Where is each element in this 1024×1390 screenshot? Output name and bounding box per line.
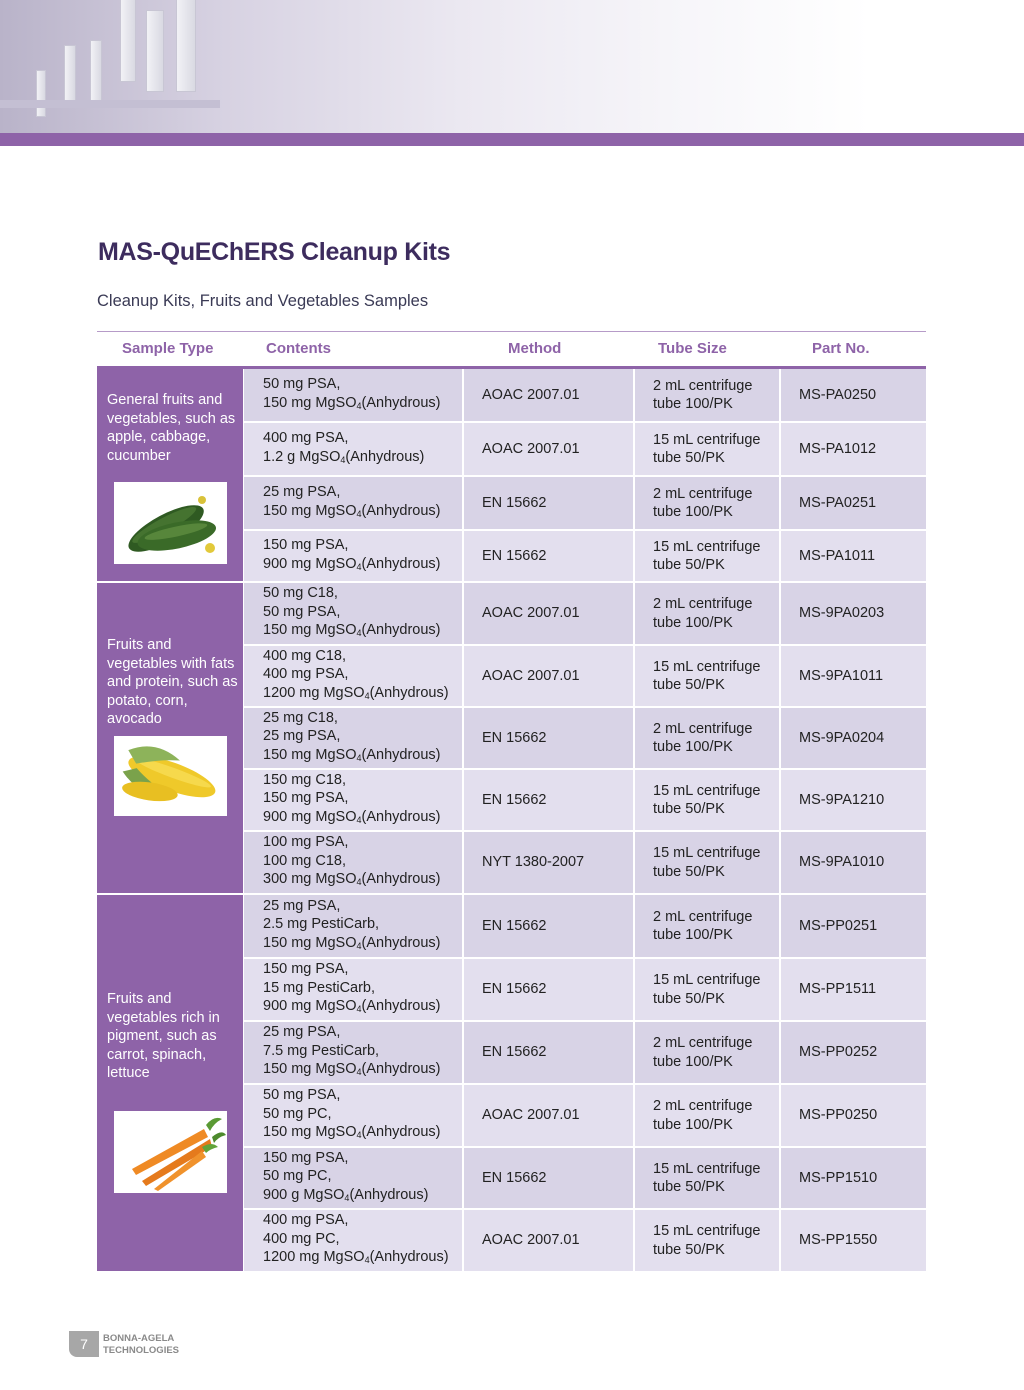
contents-line: 150 mg PSA, <box>263 1149 349 1166</box>
tube-size-cell <box>635 1210 779 1271</box>
tube-size-line: tube 100/PK <box>653 504 733 520</box>
contents-line: 400 mg PC, <box>263 1230 340 1247</box>
contents-line: 400 mg PSA, <box>263 666 349 683</box>
table-row <box>244 583 926 646</box>
tube-size-cell <box>635 369 779 421</box>
table-row <box>244 1148 926 1210</box>
tube-size-line: 2 mL centrifuge <box>653 596 753 612</box>
tube-size-line: 15 mL centrifuge <box>653 972 761 988</box>
table-row <box>244 1210 926 1273</box>
contents-cell <box>244 369 462 421</box>
page-subtitle: Cleanup Kits, Fruits and Vegetables Samples <box>97 292 429 310</box>
contents-line: 150 mg MgSO$_4$(Anhydrous) <box>263 934 441 951</box>
contents-cell <box>244 770 462 830</box>
tube-size-line: tube 50/PK <box>653 801 725 817</box>
part-no-cell: MS-PA1011 <box>781 531 926 581</box>
sample-type-label: Fruits and vegetables with fats and protein, such as potato, corn, avocado <box>107 637 238 727</box>
contents-cell <box>244 708 462 768</box>
method-cell: EN 15662 <box>464 531 633 581</box>
tube-size-line: tube 50/PK <box>653 557 725 573</box>
tube-size-cell <box>635 423 779 475</box>
part-no-cell: MS-9PA1210 <box>781 770 926 830</box>
method-cell: AOAC 2007.01 <box>464 423 633 475</box>
contents-line: 7.5 mg PestiCarb, <box>263 1042 380 1059</box>
table-row <box>244 832 926 895</box>
tube-size-cell <box>635 832 779 893</box>
method-cell: AOAC 2007.01 <box>464 369 633 421</box>
contents-line: 150 mg PSA, <box>263 961 349 978</box>
tube-size-line: tube 100/PK <box>653 1053 733 1070</box>
company-name-line: BONNA-AGELA <box>103 1333 175 1344</box>
contents-line: 150 mg C18, <box>263 771 347 788</box>
contents-line: 150 mg MgSO$_4$(Anhydrous) <box>263 502 441 519</box>
contents-cell <box>244 583 462 644</box>
table-row <box>244 708 926 770</box>
tube-size-line: tube 100/PK <box>653 614 733 631</box>
contents-line: 900 mg MgSO$_4$(Anhydrous) <box>263 555 441 572</box>
contents-line: 150 mg MgSO$_4$(Anhydrous) <box>263 1124 441 1141</box>
tube-size-line: 2 mL centrifuge <box>653 377 753 394</box>
table-row <box>244 531 926 583</box>
contents-line: 25 mg PSA, <box>263 897 341 914</box>
contents-line: 900 mg MgSO$_4$(Anhydrous) <box>263 808 441 825</box>
header-banner <box>0 0 1024 133</box>
part-no-cell: MS-PP0251 <box>781 895 926 957</box>
sample-type-group <box>97 369 243 581</box>
contents-line: 150 mg MgSO$_4$(Anhydrous) <box>263 394 441 411</box>
contents-cell <box>244 531 462 581</box>
page-title: MAS-QuEChERS Cleanup Kits <box>98 238 451 266</box>
tube-size-line: tube 50/PK <box>653 450 725 466</box>
carrot-image <box>114 1111 227 1193</box>
contents-line: 15 mg PestiCarb, <box>263 979 376 996</box>
method-cell: EN 15662 <box>464 708 633 768</box>
tube-size-line: 2 mL centrifuge <box>653 485 753 502</box>
sample-type-group <box>97 895 243 1271</box>
contents-line: 100 mg C18, <box>263 852 347 869</box>
tube-size-line: 15 mL centrifuge <box>653 658 761 675</box>
tube-size-cell <box>635 1085 779 1146</box>
tube-size-line: 15 mL centrifuge <box>653 845 761 861</box>
tube-size-cell <box>635 477 779 529</box>
tube-size-cell <box>635 959 779 1020</box>
part-no-cell: MS-PP1511 <box>781 959 926 1020</box>
table-row <box>244 369 926 423</box>
contents-line: 400 mg C18, <box>263 647 347 664</box>
sample-type-group <box>97 583 243 893</box>
contents-line: 100 mg PSA, <box>263 834 349 851</box>
contents-line: 150 mg MgSO$_4$(Anhydrous) <box>263 622 441 639</box>
contents-line: 300 mg MgSO$_4$(Anhydrous) <box>263 871 441 888</box>
table-row <box>244 895 926 959</box>
part-no-cell: MS-PA0251 <box>781 477 926 529</box>
tube-size-line: tube 50/PK <box>653 1241 725 1258</box>
part-no-cell: MS-9PA1010 <box>781 832 926 893</box>
tube-size-line: tube 50/PK <box>653 677 725 693</box>
table-row <box>244 959 926 1022</box>
lab-tube-image <box>120 0 136 82</box>
method-cell: EN 15662 <box>464 895 633 957</box>
table-row <box>244 770 926 832</box>
contents-line: 150 mg PSA, <box>263 790 349 807</box>
part-no-cell: MS-9PA0203 <box>781 583 926 644</box>
contents-line: 50 mg C18, <box>263 585 338 602</box>
sample-type-label: Fruits and vegetables rich in pigment, such as carrot, spinach, lettuce <box>107 991 220 1081</box>
method-cell: EN 15662 <box>464 959 633 1020</box>
lab-tube-image <box>36 70 46 117</box>
tube-size-line: tube 50/PK <box>653 863 725 880</box>
contents-line: 25 mg PSA, <box>263 484 341 500</box>
contents-line: 50 mg PSA, <box>263 376 341 392</box>
tube-size-line: tube 100/PK <box>653 739 733 755</box>
tube-size-line: tube 100/PK <box>653 1116 733 1133</box>
lab-tube-image <box>64 45 76 107</box>
table-row <box>244 477 926 531</box>
contents-cell <box>244 477 462 529</box>
contents-line: 50 mg PC, <box>263 1105 332 1122</box>
method-cell: AOAC 2007.01 <box>464 583 633 644</box>
method-cell: EN 15662 <box>464 1022 633 1083</box>
table-row <box>244 423 926 477</box>
contents-line: 400 mg PSA, <box>263 430 349 446</box>
table-row <box>244 646 926 708</box>
header-accent-bar <box>0 133 1024 146</box>
table-row <box>244 1022 926 1085</box>
contents-line: 150 mg PSA, <box>263 537 349 553</box>
contents-line: 25 mg PSA, <box>263 1024 341 1041</box>
contents-line: 50 mg PSA, <box>263 603 341 620</box>
contents-cell <box>244 646 462 706</box>
tube-size-line: tube 100/PK <box>653 396 733 412</box>
tube-size-line: tube 50/PK <box>653 1179 725 1195</box>
contents-line: 150 mg MgSO$_4$(Anhydrous) <box>263 746 441 763</box>
company-name <box>103 1333 179 1357</box>
column-header-part-no: Part No. <box>812 340 870 357</box>
contents-cell <box>244 1148 462 1208</box>
part-no-cell: MS-PP0250 <box>781 1085 926 1146</box>
method-cell: AOAC 2007.01 <box>464 1210 633 1271</box>
contents-cell <box>244 1022 462 1083</box>
contents-cell <box>244 959 462 1020</box>
method-cell: AOAC 2007.01 <box>464 646 633 706</box>
tube-size-cell <box>635 583 779 644</box>
tube-size-line: 2 mL centrifuge <box>653 1035 753 1051</box>
contents-line: 1200 mg MgSO$_4$(Anhydrous) <box>263 684 449 701</box>
tube-size-cell <box>635 646 779 706</box>
sample-type-label: General fruits and vegetables, such as apple, cabbage, cucumber <box>107 392 236 464</box>
company-name-line: TECHNOLOGIES <box>103 1345 180 1356</box>
tube-size-line: 2 mL centrifuge <box>653 720 753 737</box>
tube-size-line: 15 mL centrifuge <box>653 782 761 799</box>
tube-size-cell <box>635 708 779 768</box>
method-cell: NYT 1380-2007 <box>464 832 633 893</box>
page-number: 7 <box>69 1331 99 1357</box>
contents-line: 25 mg C18, <box>263 709 338 726</box>
lab-tube-image <box>90 40 102 106</box>
contents-line: 1200 mg MgSO$_4$(Anhydrous) <box>263 1249 449 1266</box>
contents-line: 25 mg PSA, <box>263 728 341 745</box>
tube-size-line: 15 mL centrifuge <box>653 1160 761 1177</box>
part-no-cell: MS-PA0250 <box>781 369 926 421</box>
contents-line: 900 g MgSO$_4$(Anhydrous) <box>263 1186 429 1203</box>
method-cell: EN 15662 <box>464 1148 633 1208</box>
tube-size-cell <box>635 1148 779 1208</box>
contents-line: 150 mg MgSO$_4$(Anhydrous) <box>263 1061 441 1078</box>
contents-line: 50 mg PSA, <box>263 1087 341 1104</box>
tube-size-line: tube 50/PK <box>653 990 725 1007</box>
tube-size-cell <box>635 895 779 957</box>
cucumber-image <box>114 482 227 564</box>
contents-cell <box>244 1210 462 1271</box>
tube-size-line: 2 mL centrifuge <box>653 908 753 925</box>
tube-size-cell <box>635 531 779 581</box>
column-header-contents: Contents <box>266 340 331 357</box>
contents-cell <box>244 1085 462 1146</box>
part-no-cell: MS-PP1550 <box>781 1210 926 1271</box>
tube-size-line: 15 mL centrifuge <box>653 431 761 448</box>
part-no-cell: MS-PP0252 <box>781 1022 926 1083</box>
contents-cell <box>244 895 462 957</box>
table-header <box>97 332 926 366</box>
part-no-cell: MS-PA1012 <box>781 423 926 475</box>
part-no-cell: MS-9PA0204 <box>781 708 926 768</box>
tube-size-line: 15 mL centrifuge <box>653 538 761 555</box>
contents-line: 900 mg MgSO$_4$(Anhydrous) <box>263 998 441 1015</box>
part-no-cell: MS-9PA1011 <box>781 646 926 706</box>
method-cell: EN 15662 <box>464 770 633 830</box>
method-cell: AOAC 2007.01 <box>464 1085 633 1146</box>
tube-size-cell <box>635 770 779 830</box>
contents-line: 400 mg PSA, <box>263 1212 349 1229</box>
column-header-sample-type: Sample Type <box>122 340 214 357</box>
column-header-method: Method <box>508 340 562 357</box>
contents-line: 1.2 g MgSO$_4$(Anhydrous) <box>263 448 425 465</box>
contents-cell <box>244 832 462 893</box>
corn-image <box>114 736 227 816</box>
contents-cell <box>244 423 462 475</box>
contents-line: 50 mg PC, <box>263 1168 332 1185</box>
contents-line: 2.5 mg PestiCarb, <box>263 916 380 933</box>
lab-tube-image <box>176 0 196 92</box>
table-row <box>244 1085 926 1148</box>
tube-size-line: tube 100/PK <box>653 927 733 943</box>
column-header-tube-size: Tube Size <box>658 340 727 357</box>
method-cell: EN 15662 <box>464 477 633 529</box>
lab-tube-image <box>146 10 164 92</box>
part-no-cell: MS-PP1510 <box>781 1148 926 1208</box>
tube-size-line: 15 mL centrifuge <box>653 1223 761 1239</box>
tube-size-line: 2 mL centrifuge <box>653 1098 753 1114</box>
lab-rack-image <box>0 100 220 108</box>
tube-size-cell <box>635 1022 779 1083</box>
